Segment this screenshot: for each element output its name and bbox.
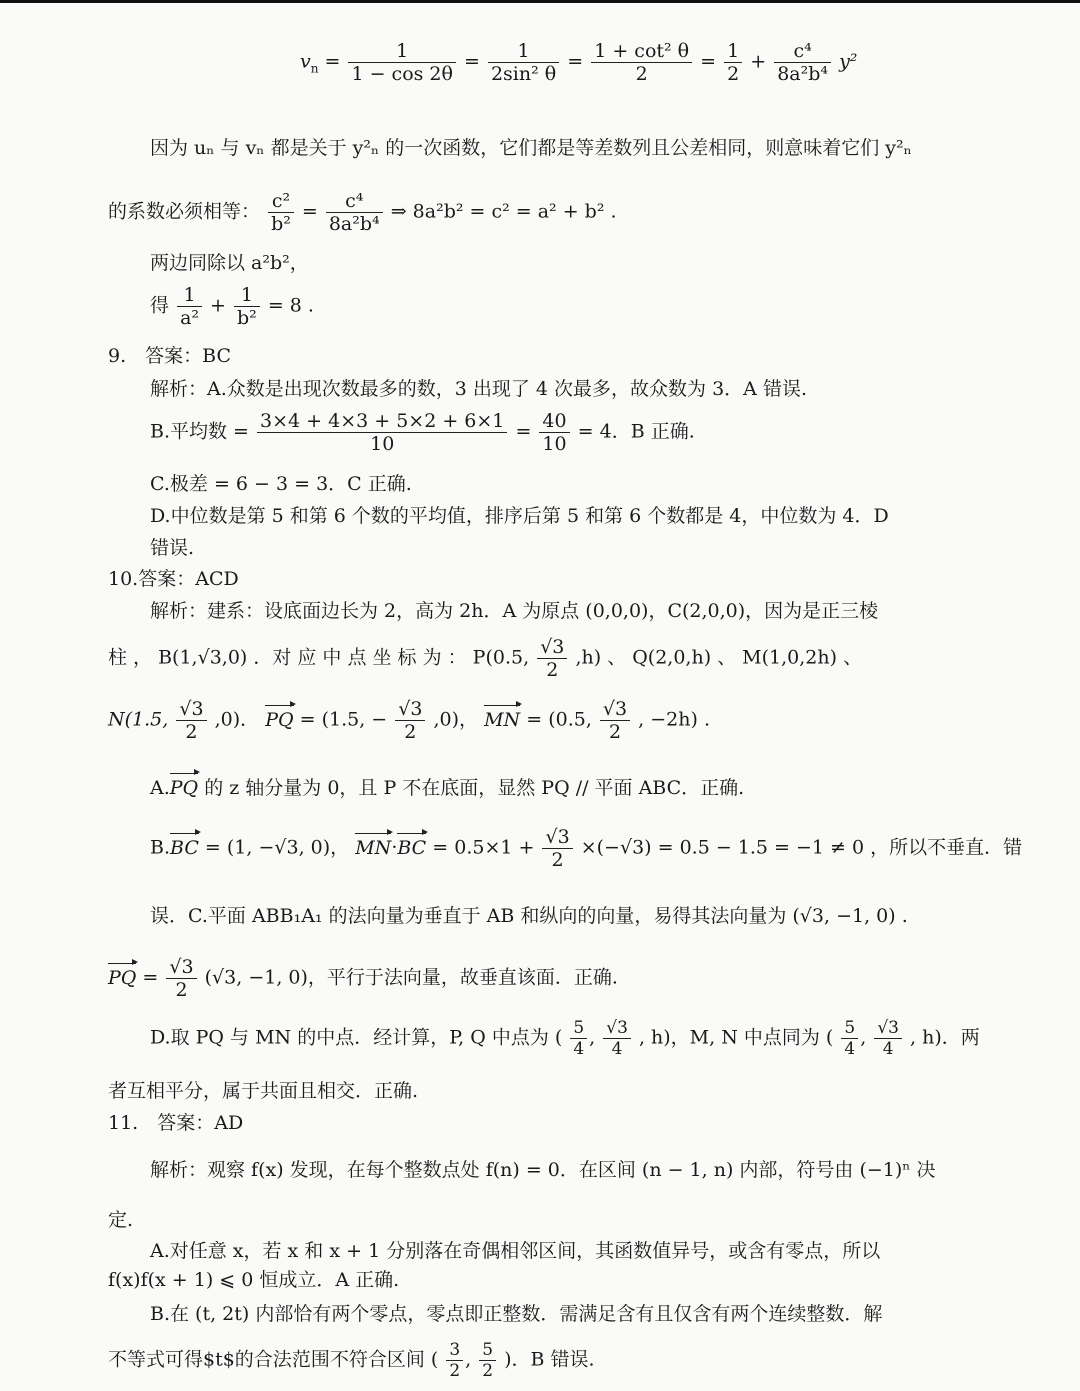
q10-b: B.BC = (1, −√3, 0)， MN·BC = 0.5×1 + $\frac{√3}{2}$ ×(−√3) = 0.5 − 1.5 = −1 ≠ 0 ，所以不垂直．错 — [150, 826, 1023, 871]
q9-b: B.平均数 = $\frac{3\times 4 + 4\times 3 + 5\times 2 + 6\times 1}{10}$ = $\frac{40}{10}$ = 4．B 正确. — [150, 410, 695, 455]
q11-p1: 解析：观察 f(x) 发现，在每个整数点处 f(n) = 0．在区间 (n − 1, n) 内部，符号由 (−1)ⁿ 决 — [150, 1159, 936, 1181]
q11-p2: 定. — [108, 1209, 134, 1231]
formula-result: 得 $\frac{1}{\text{a²}}$ + $\frac{1}{\text{b²}}$ = 8 . — [150, 284, 314, 329]
q10-c2: PQ = $\frac{√3}{2}$ (√3, −1, 0)，平行于法向量，故垂直该面．正确. — [108, 956, 618, 1001]
q9-d: D.中位数是第 5 和第 6 个数的平均值，排序后第 5 和第 6 个数都是 4，中位数为 4．D — [150, 505, 889, 527]
text-line: 因为 uₙ 与 vₙ 都是关于 y²ₙ 的一次函数，它们都是等差数列且公差相同，则意味着它们 y²ₙ — [150, 137, 912, 159]
top-border — [0, 0, 1080, 3]
q10-d1: D.取 PQ 与 MN 的中点．经计算，P, Q 中点为 ( $\frac{5}{4}$ , $\frac{√3}{4}$ , h)，M, N 中点同为 ( $\frac{5}{4}$ , $\frac{√3}{4}$ , h)．两 — [150, 1018, 980, 1059]
q10-d2: 者互相平分，属于共面且相交．正确. — [108, 1080, 419, 1102]
q9-answer: 9. 答案：BC — [108, 345, 231, 367]
q11-a1: A.对任意 x，若 x 和 x + 1 分别落在奇偶相邻区间，其函数值异号，或含有零点，所以 — [150, 1240, 881, 1262]
q9-d-cont: 错误. — [150, 537, 195, 559]
q10-p1: 解析：建系：设底面边长为 2，高为 2h．A 为原点 (0,0,0)，C(2,0,0)，因为是正三棱 — [150, 600, 879, 622]
q11-answer: 11. 答案：AD — [108, 1112, 244, 1134]
q10-a: A.PQ 的 z 轴分量为 0，且 P 不在底面，显然 PQ // 平面 ABC．正确. — [150, 777, 745, 799]
q11-a2: f(x)f(x + 1) ⩽ 0 恒成立．A 正确. — [108, 1269, 400, 1291]
formula-v-n: $v_n$ = $\frac{1}{1 - \cos 2\theta}$ = $\frac{1}{\text{2sin² θ}}$ = $\frac{\text{1 + cot² θ}}{2}$ = $\frac{1}{2}$ + $\frac{\text{c⁴}}{\text{8a²b⁴}}$ y² — [300, 40, 858, 85]
text-line: 两边同除以 a²b²， — [150, 252, 309, 274]
q10-answer: 10.答案：ACD — [108, 568, 239, 590]
q9-a: 解析：A.众数是出现次数最多的数，3 出现了 4 次最多，故众数为 3．A 错误. — [150, 378, 807, 400]
q10-c1: 误．C.平面 ABB₁A₁ 的法向量为垂直于 AB 和纵向的向量，易得其法向量为 (√3, −1, 0) . — [150, 905, 908, 927]
q10-p3: N(1.5, $\frac{√3}{2}$ ,0)． PQ = (1.5, − $\frac{√3}{2}$ ,0)， MN = (0.5, $\frac{√3}{2}$ , −2h) . — [108, 698, 710, 743]
q11-b1: B.在 (t, 2t) 内部恰有两个零点，零点即正整数．需满足含有且仅含有两个连续整数．解 — [150, 1303, 883, 1325]
q10-p2: 柱 ， B(1,√3,0) ．对 应 中 点 坐 标 为 ： P(0.5, $\frac{√3}{2}$ ,h) 、 Q(2,0,h) 、 M(1,0,2h) 、 — [108, 636, 863, 681]
formula-coefficient: 的系数必须相等： $\frac{\text{c²}}{\text{b²}}$ = $\frac{\text{c⁴}}{\text{8a²b⁴}}$ ⇒ 8a²b² = c² = a² + b² . — [108, 190, 617, 235]
q9-c: C.极差 = 6 − 3 = 3．C 正确. — [150, 473, 412, 495]
q11-b2: 不等式可得$t$的合法范围不符合区间 ( $\frac{3}{2}$ , $\frac{5}{2}$ )．B 错误. — [108, 1340, 595, 1381]
